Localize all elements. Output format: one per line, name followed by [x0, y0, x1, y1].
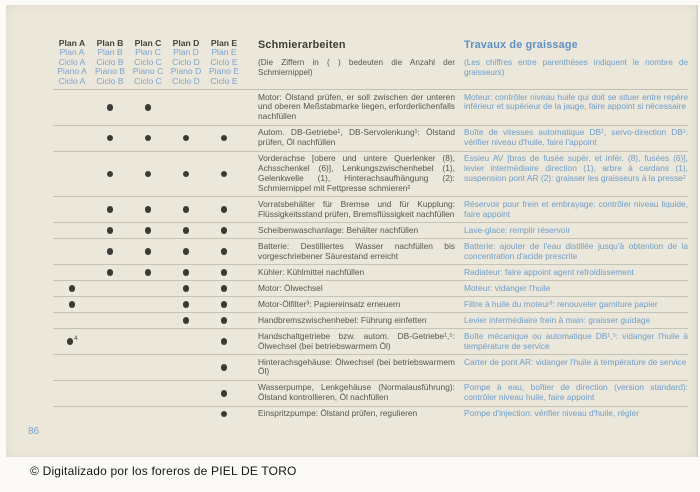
- plan-cell-a: [53, 200, 91, 220]
- table-row: [53, 355, 688, 381]
- maintenance-table: [53, 39, 688, 422]
- plan-dot: [183, 135, 190, 142]
- plan-header-label: Plan B: [97, 47, 123, 58]
- plan-cell-e: [205, 242, 243, 262]
- plan-dot: [221, 317, 228, 324]
- plan-dots-cells: [53, 128, 243, 148]
- plan-cell-c: [129, 284, 167, 294]
- french-task-text: Moteur: contrôler niveau huile qui doit se situer entre repère inférieur et supérieur de la jauge, faire appoint si nécessaire: [464, 91, 688, 112]
- plan-cell-b: [91, 268, 129, 278]
- french-task-text: Carter de pont AR: vidanger l'huile à température de service: [464, 356, 687, 367]
- plan-dot: [183, 248, 190, 255]
- plan-cell-b: [91, 154, 129, 193]
- table-header: [53, 39, 688, 90]
- plan-cell-b: [91, 128, 129, 148]
- plan-cell-c: [129, 332, 167, 352]
- plan-cell-a: [53, 383, 91, 403]
- plan-dot: [221, 269, 228, 276]
- german-task-text: Einspritzpumpe: Ölstand prüfen, regulieren: [258, 408, 418, 419]
- plan-cell-b: [91, 358, 129, 378]
- table-row: [53, 407, 688, 422]
- page-number: 86: [28, 426, 40, 437]
- plan-dot: [183, 171, 190, 178]
- plan-cell-e: [205, 316, 243, 326]
- plan-cell-b: [91, 200, 129, 220]
- french-task-text: Pompe d'injection: vérifier niveau d'huile, régler: [464, 408, 639, 419]
- plan-cell-a: [53, 316, 91, 326]
- plan-dot: [221, 206, 228, 213]
- plan-header-row: [53, 77, 243, 86]
- plan-header-label: Ciclo E: [210, 75, 238, 86]
- plan-cell-d: [167, 226, 205, 236]
- plan-dot: [221, 338, 228, 345]
- manual-page: [6, 5, 698, 457]
- plan-header-label: Plan D: [172, 38, 200, 48]
- german-subtitle: (Die Ziffern in ( ) bedeuten die Anzahl der Schmiernippel): [258, 58, 455, 77]
- plan-cell-d: [167, 409, 205, 419]
- french-task-text: Filtre à huile du moteur³: renouveler garniture papier: [464, 298, 658, 309]
- plan-dot: [221, 364, 228, 371]
- plan-dot: [107, 135, 114, 142]
- plan-cell-b: [91, 284, 129, 294]
- plan-cell-e: [205, 200, 243, 220]
- plan-dot: [221, 285, 228, 292]
- plan-dot: [221, 227, 228, 234]
- plan-cell-c: [129, 383, 167, 403]
- plan-dot: [107, 248, 114, 255]
- plan-header-label: Ciclo C: [134, 75, 162, 86]
- plan-cell-e: [205, 383, 243, 403]
- plan-dot: [107, 104, 114, 111]
- plan-header-label: Ciclo B: [96, 75, 124, 86]
- plan-cell-c: [129, 200, 167, 220]
- french-task-text: Pompe à eau, boîtier de direction (version standard): contrôler niveau huile, faire appoint: [464, 382, 688, 403]
- plan-cell-a: [53, 300, 91, 310]
- table-row: [53, 223, 688, 239]
- plan-header-label: Ciclo C: [134, 56, 162, 67]
- plan-dots-cells: [53, 268, 243, 278]
- german-header: [258, 39, 455, 86]
- plan-cell-b: [91, 300, 129, 310]
- plan-dot: [69, 301, 76, 308]
- plan-cell-b: [91, 383, 129, 403]
- plan-dot: [107, 206, 114, 213]
- plan-cell-d: [167, 200, 205, 220]
- plan-dots-cells: [53, 383, 243, 403]
- plan-dot: [221, 411, 228, 418]
- plan-header-label: Piano B: [94, 66, 126, 77]
- german-task-text: Wasserpumpe, Lenkgehäuse (Normalausführung): Ölstand kontrollieren, Öl nachfüllen: [258, 382, 455, 403]
- plan-cell-a: [53, 154, 91, 193]
- plan-dot: [221, 171, 228, 178]
- table-row: [53, 126, 688, 152]
- table-row: [53, 197, 688, 223]
- plan-header-label: Plan E: [210, 38, 238, 48]
- plan-dot: [107, 269, 114, 276]
- plan-header-label: Piano D: [170, 66, 202, 77]
- plan-dot: [145, 206, 152, 213]
- plan-cell-e: [205, 409, 243, 419]
- plan-cell-d: [167, 316, 205, 326]
- plan-cell-b: [91, 332, 129, 352]
- plan-cell-c: [129, 93, 167, 123]
- plan-cell-b: [91, 226, 129, 236]
- french-subtitle: (Les chiffres entre parenthèses indiquent le nombre de graisseurs): [464, 58, 688, 77]
- plan-cell-e: [205, 300, 243, 310]
- plan-cell-c: [129, 316, 167, 326]
- plan-dot: [145, 269, 152, 276]
- plan-cell-a: [53, 242, 91, 262]
- plan-cell-a: [53, 409, 91, 419]
- plan-cell-b: [91, 409, 129, 419]
- german-task-text: Motor: Ölwechsel: [258, 282, 323, 293]
- plan-cell-a: [53, 358, 91, 378]
- german-task-text: Motor: Ölstand prüfen, er soll zwischen der unteren und oberen Meßstabmarke liegen, erforderlichenfalls nachfüllen: [258, 91, 455, 122]
- plan-cell-e: [205, 358, 243, 378]
- watermark-text: © Digitalizado por los foreros de PIEL DE TORO: [30, 464, 297, 478]
- plan-dots-cells: [53, 300, 243, 310]
- plan-header-label: Plan A: [59, 47, 85, 58]
- german-task-text: Vorratsbehälter für Bremse und für Kupplung: Flüssigkeitsstand prüfen, Bremsflüssigkeit nachfüllen: [258, 198, 455, 219]
- plan-cell-e: [205, 93, 243, 123]
- table-row: [53, 381, 688, 407]
- plan-dots-cells: [53, 93, 243, 123]
- plan-cell-d: [167, 300, 205, 310]
- german-task-text: Handschaltgetriebe bzw. autom. DB-Getriebe¹,⁵: Ölwechsel (bei betriebswarmem Öl): [258, 330, 455, 351]
- plan-cell-d: [167, 154, 205, 193]
- plan-cell-c: [129, 242, 167, 262]
- german-task-text: Hinterachsgehäuse: Ölwechsel (bei betriebswarmem Öl): [258, 356, 455, 377]
- table-row: [53, 329, 688, 355]
- plan-header-label: Plan A: [58, 38, 86, 48]
- german-task-text: Kühler: Kühlmittel nachfüllen: [258, 266, 365, 277]
- plan-cell-c: [129, 268, 167, 278]
- plan-dot: [145, 248, 152, 255]
- french-task-text: Essieu AV [bras de fusée supér. et infér. (8), fusées (6)], levier intermédiaire direction (1), arbre à cardans (1), suspension pont AR (2): graisser les graisseurs à la presse²: [464, 153, 688, 183]
- plan-cell-d: [167, 242, 205, 262]
- french-title: Travaux de graissage: [464, 39, 578, 51]
- table-row: [53, 265, 688, 281]
- plan-cell-d: [167, 332, 205, 352]
- plan-dot: [183, 317, 190, 324]
- plan-dot: [67, 338, 74, 345]
- plan-cell-d: [167, 383, 205, 403]
- plan-cell-c: [129, 226, 167, 236]
- french-task-text: Boîte mécanique ou automatique DB¹,⁵: vidanger l'huile à température de service: [464, 330, 688, 351]
- plan-header-label: Piano A: [57, 66, 87, 77]
- table-row: [53, 239, 688, 265]
- plan-dot: [221, 390, 228, 397]
- plan-header-label: Ciclo D: [172, 75, 200, 86]
- plan-dots-cells: [53, 316, 243, 326]
- plan-cell-e: [205, 268, 243, 278]
- plan-cell-b: [91, 242, 129, 262]
- plan-cell-e: [205, 284, 243, 294]
- plan-dots-cells: [53, 226, 243, 236]
- plan-cell-a: [53, 284, 91, 294]
- plan-dot: [221, 135, 228, 142]
- plan-dots-cells: [53, 358, 243, 378]
- plan-header-label: Ciclo B: [96, 56, 124, 67]
- plan-dot: [145, 227, 152, 234]
- german-task-text: Motor-Ölfilter³: Papiereinsatz erneuern: [258, 298, 401, 309]
- plan-cell-e: [205, 128, 243, 148]
- plan-header-label: Plan C: [135, 47, 161, 58]
- plan-dot: [221, 248, 228, 255]
- plan-dots-cells: [53, 242, 243, 262]
- plan-dot: [183, 206, 190, 213]
- plan-header-label: Plan C: [134, 38, 162, 48]
- plan-header-label: Piano E: [208, 66, 240, 77]
- plan-cell-d: [167, 284, 205, 294]
- plan-cell-c: [129, 409, 167, 419]
- french-task-text: Batterie: ajouter de l'eau distillée jusqu'à obtention de la concentration d'acide prescrite: [464, 240, 688, 261]
- plan-header-label: Plan D: [173, 47, 199, 58]
- german-task-text: Autom. DB-Getriebe¹, DB-Servolenkung¹: Ölstand prüfen, Öl nachfüllen: [258, 127, 455, 148]
- plan-cell-a: [53, 268, 91, 278]
- plan-cell-a: [53, 128, 91, 148]
- plan-dots-cells: [53, 284, 243, 294]
- plan-dot: [107, 227, 114, 234]
- plan-cell-e: [205, 226, 243, 236]
- french-task-text: Moteur: vidanger l'huile: [464, 282, 551, 293]
- table-row: [53, 281, 688, 297]
- plan-header-label: Ciclo A: [58, 56, 86, 67]
- german-task-text: Batterie: Destilliertes Wasser nachfüllen bis vorgeschriebener Säurestand erreicht: [258, 240, 455, 261]
- table-row: [53, 152, 688, 198]
- plan-dots-cells: [53, 332, 243, 352]
- table-row: [53, 313, 688, 329]
- plan-cell-a: [53, 226, 91, 236]
- dot-footnote: 4: [74, 335, 78, 342]
- plan-dot: [183, 301, 190, 308]
- plan-cell-b: [91, 316, 129, 326]
- french-task-text: Levier intermédiaire frein à main: graisser guidage: [464, 314, 651, 325]
- plan-cell-d: [167, 358, 205, 378]
- french-task-text: Lave-glace: remplir réservoir: [464, 224, 571, 235]
- plan-dot: [145, 171, 152, 178]
- table-row: [53, 297, 688, 313]
- german-task-text: Vorderachse [obere und untere Querlenker (8), Achsschenkel (6)], Lenkungszwischenhebel (1), Gelenkwelle (1), Hinterachsaufhängung (2): Schmiernippel mit Fettpresse schmieren²: [258, 153, 455, 193]
- plan-dot: [107, 171, 114, 178]
- plan-dot: [183, 269, 190, 276]
- plan-header-label: Plan B: [96, 38, 124, 48]
- plan-header-label: Ciclo E: [210, 56, 238, 67]
- french-task-text: Boîte de vitesses automatique DB¹, servo-direction DB¹: vérifier niveau d'huile, faire l'appoint: [464, 127, 688, 148]
- plan-header-label: Plan E: [211, 47, 237, 58]
- plan-cell-d: [167, 268, 205, 278]
- plan-header-label: Piano C: [132, 66, 164, 77]
- plan-header-label: Ciclo D: [172, 56, 200, 67]
- french-header: [464, 39, 688, 86]
- plan-header-label: Ciclo A: [58, 75, 86, 86]
- table-body: [53, 90, 688, 422]
- plan-cell-c: [129, 358, 167, 378]
- plan-cell-b: [91, 93, 129, 123]
- plan-dots-cells: [53, 200, 243, 220]
- french-task-text: Réservoir pour frein et embrayage: contrôler niveau liquide, faire appoint: [464, 198, 688, 219]
- plan-dots-cells: [53, 154, 243, 193]
- french-task-text: Radiateur: faire appoint agent refroidissement: [464, 266, 634, 277]
- table-row: [53, 90, 688, 126]
- plan-dot: [221, 301, 228, 308]
- plan-cell-e: [205, 332, 243, 352]
- german-task-text: Handbremszwischenhebel: Führung einfetten: [258, 314, 427, 325]
- plan-dot: [145, 135, 152, 142]
- plan-cell-e: [205, 154, 243, 193]
- plan-dot: [183, 227, 190, 234]
- plan-dot: [69, 285, 76, 292]
- plan-cell-c: [129, 128, 167, 148]
- plan-cell-c: [129, 300, 167, 310]
- plan-cell-d: [167, 128, 205, 148]
- plan-cell-d: [167, 93, 205, 123]
- plan-dot: [183, 285, 190, 292]
- plan-cell-a: [53, 93, 91, 123]
- plan-columns-header: [53, 39, 243, 86]
- plan-dots-cells: [53, 409, 243, 419]
- plan-cell-c: [129, 154, 167, 193]
- plan-dot: [145, 104, 152, 111]
- german-title: Schmierarbeiten: [258, 39, 346, 51]
- german-task-text: Scheibenwaschanlage: Behälter nachfüllen: [258, 224, 419, 235]
- plan-cell-a: [53, 332, 91, 352]
